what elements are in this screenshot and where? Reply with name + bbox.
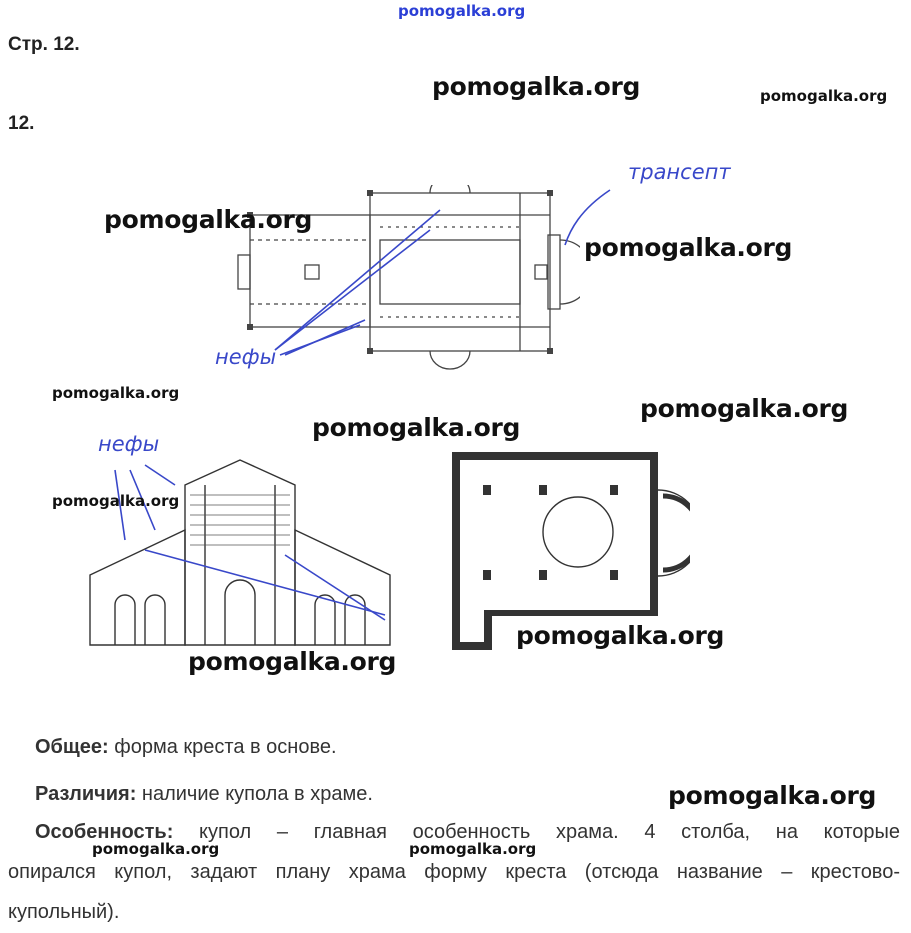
common-label: Общее:	[35, 736, 109, 758]
watermark: pomogalka.org	[104, 205, 313, 234]
watermark: pomogalka.org	[312, 413, 521, 442]
task-number: 12.	[8, 113, 35, 134]
watermark: pomogalka.org	[640, 394, 849, 423]
top-watermark: pomogalka.org	[398, 2, 526, 20]
diff-label: Различия:	[35, 783, 137, 805]
watermark: pomogalka.org	[516, 621, 725, 650]
nave-label-2: нефы	[98, 432, 160, 456]
watermark: pomogalka.org	[584, 233, 793, 262]
nave-label: нефы	[215, 345, 277, 369]
page-label: Стр. 12.	[8, 34, 80, 55]
watermark: pomogalka.org	[92, 840, 220, 858]
common-text: форма креста в основе.	[108, 736, 337, 758]
watermark: pomogalka.org	[760, 87, 888, 105]
feature-line-3: купольный).	[8, 901, 120, 923]
watermark: pomogalka.org	[432, 72, 641, 101]
feature-line-2: опирался купол, задают плану храма форму креста (отсюда название – крестово-	[8, 861, 900, 883]
watermark: pomogalka.org	[188, 647, 397, 676]
watermark: pomogalka.org	[52, 384, 180, 402]
transept-label: трансепт	[628, 160, 731, 184]
watermark: pomogalka.org	[668, 781, 877, 810]
feature-line-1	[35, 812, 900, 852]
feature-label: Особенность:	[35, 821, 174, 843]
watermark: pomogalka.org	[52, 492, 180, 510]
diff-text: наличие купола в храме.	[136, 783, 373, 805]
feature-text-1: купол – главная особенность храма. 4 столба, на которые	[173, 821, 900, 843]
diff-paragraph	[35, 774, 895, 814]
watermark: pomogalka.org	[409, 840, 537, 858]
common-paragraph	[35, 727, 895, 767]
